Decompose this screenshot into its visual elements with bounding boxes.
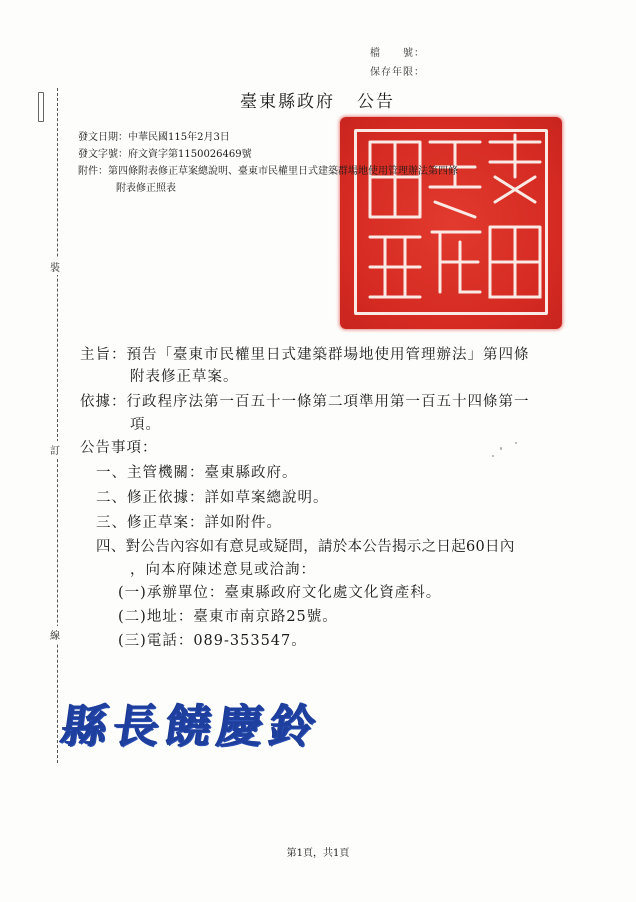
subject-text: 預告「臺東市民權里日式建築群場地使用管理辦法」第四條	[126, 347, 530, 363]
basis-text-cont: 項。	[130, 417, 161, 433]
issue-date-value: 中華民國115年2月3日	[128, 132, 230, 143]
basis-label: 依據：	[80, 394, 127, 410]
basis-line	[80, 390, 530, 411]
basis-text: 行政程序法第一百五十一條第二項準用第一百五十四條第一	[126, 394, 530, 410]
sub-list-item: (三)電話：089-353547。	[118, 633, 307, 649]
official-seal	[340, 117, 562, 329]
sub-list-item: (二)地址：臺東市南京路25號。	[118, 609, 338, 625]
retention-period-label: 保存年限：	[370, 67, 425, 78]
binding-line	[57, 88, 58, 763]
attachment-label: 附件：	[78, 166, 108, 177]
attachment-value-cont: 附表修正照表	[116, 183, 176, 194]
subject-label: 主旨：	[80, 347, 127, 363]
list-item-cont: ，向本府陳述意見或洽詢：	[130, 562, 316, 578]
mayor-signature-stamp: 縣長饒慶鈴	[57, 699, 326, 753]
binding-char-zhuang: 裝	[50, 258, 60, 275]
doc-number-line	[78, 148, 252, 161]
doc-number-label: 發文字號：	[78, 149, 128, 160]
list-item: 三、修正草案：詳如附件。	[96, 515, 282, 531]
binding-char-ding: 訂	[50, 441, 60, 458]
list-item: 二、修正依據：詳如草案總說明。	[96, 490, 329, 506]
scan-speck	[500, 447, 502, 450]
list-item: 一、主管機關：臺東縣政府。	[96, 465, 298, 481]
title-type: 公告	[357, 92, 395, 112]
page-number: 第1頁，共1頁	[286, 848, 350, 859]
binding-char-xian: 線	[50, 626, 60, 643]
attachment-value: 第四條附表修正草案總說明、臺東市民權里日式建築群場地使用管理辦法第四條	[108, 166, 458, 177]
attachment-line	[78, 165, 458, 178]
subject-line	[80, 343, 530, 364]
issue-date-line	[78, 131, 230, 144]
seal-glyphs-icon	[340, 117, 562, 329]
sub-list-item: (一)承辦單位：臺東縣政府文化處文化資產科。	[118, 585, 442, 601]
staple-mark	[38, 92, 44, 122]
scan-speck	[492, 455, 494, 457]
file-number-label: 檔 號：	[370, 48, 425, 59]
doc-number-value: 府文資字第1150026469號	[128, 149, 252, 160]
scan-speck	[515, 442, 517, 444]
subject-text-cont: 附表修正草案。	[130, 369, 239, 385]
document-title	[240, 87, 395, 112]
items-heading: 公告事項：	[80, 440, 158, 456]
title-org: 臺東縣政府	[240, 92, 335, 112]
issue-date-label: 發文日期：	[78, 132, 128, 143]
list-item: 四、對公告內容如有意見或疑問，請於本公告揭示之日起60日內	[96, 539, 515, 555]
